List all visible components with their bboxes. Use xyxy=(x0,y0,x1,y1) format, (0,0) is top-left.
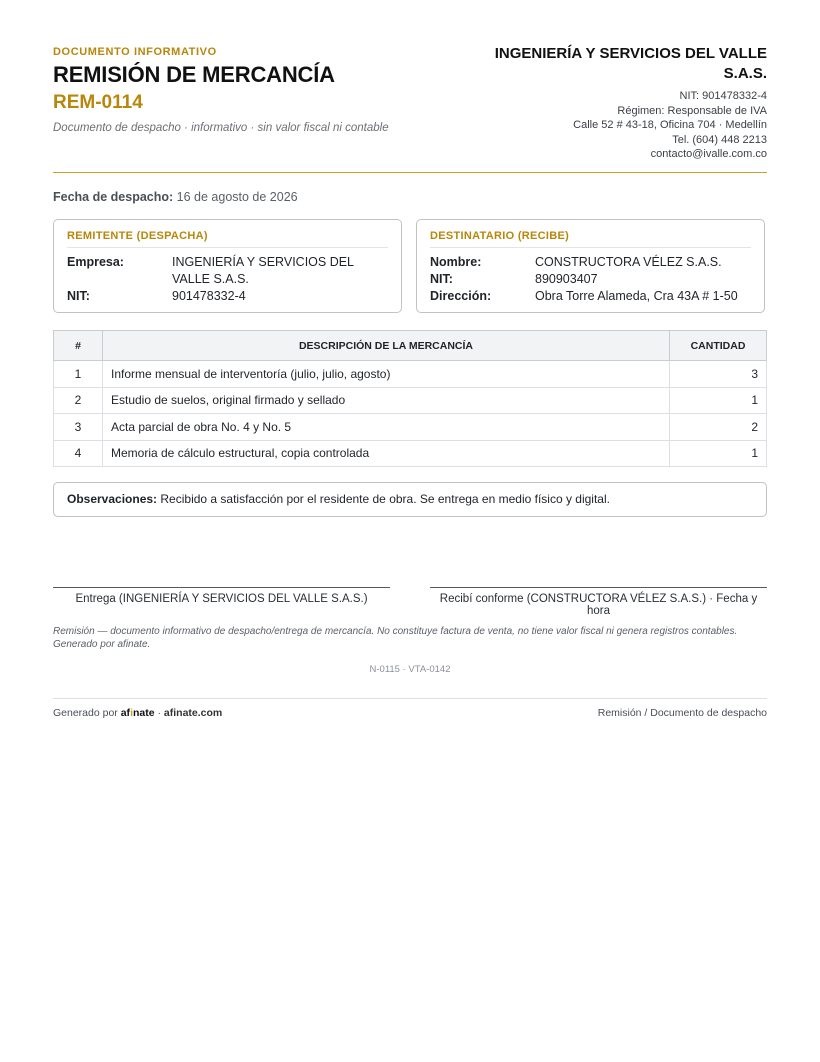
observations-box xyxy=(53,482,767,517)
table-header-row xyxy=(54,331,767,361)
recipient-nit-value: 890903407 xyxy=(535,272,598,286)
row-number: 2 xyxy=(54,387,103,414)
legal-disclaimer: Remisión — documento informativo de despacho/entrega de mercancía. No constituye factura de venta, no tiene valor fiscal ni genera registros contables. Generado por afinate. xyxy=(53,626,738,650)
row-number: 1 xyxy=(54,361,103,388)
signature-received: Recibí conforme (CONSTRUCTORA VÉLEZ S.A.S.) · Fecha y hora xyxy=(430,587,767,617)
dispatch-date xyxy=(53,190,298,204)
recipient-title: DESTINATARIO (RECIBE) xyxy=(430,230,751,248)
column-header-quantity: CANTIDAD xyxy=(670,331,767,361)
company-email: contacto@ivalle.com.co xyxy=(650,148,767,161)
company-phone: Tel. (604) 448 2213 xyxy=(672,133,767,146)
row-number: 3 xyxy=(54,414,103,441)
document-type-label: DOCUMENTO INFORMATIVO xyxy=(53,46,217,58)
company-name-line1: INGENIERÍA Y SERVICIOS DEL VALLE xyxy=(494,45,767,62)
row-quantity: 2 xyxy=(670,414,767,441)
sender-company-label: Empresa: xyxy=(67,255,124,269)
sender-company-value: INGENIERÍA Y SERVICIOS DEL VALLE S.A.S. xyxy=(172,255,354,286)
recipient-address-label: Dirección: xyxy=(430,289,492,303)
footer-separator: · xyxy=(157,707,161,719)
footer-site-link[interactable]: afinate.com xyxy=(163,707,223,719)
document-subtitle: Documento de despacho · informativo · sin valor fiscal ni contable xyxy=(53,122,389,134)
recipient-card xyxy=(416,219,765,313)
page-footer xyxy=(53,698,767,719)
company-nit: NIT: 901478332-4 xyxy=(679,90,767,102)
company-address: Calle 52 # 43-18, Oficina 704 · Medellín xyxy=(573,119,767,132)
document-title: REMISIÓN DE MERCANCÍA xyxy=(53,62,335,87)
company-regimen: Régimen: Responsable de IVA xyxy=(617,104,767,117)
row-description: Memoria de cálculo estructural, copia controlada xyxy=(103,440,670,467)
dispatch-date-label: Fecha de despacho: xyxy=(53,190,174,204)
column-header-number: # xyxy=(54,331,103,361)
reference-codes: N-0115 · VTA-0142 xyxy=(369,664,451,675)
table-row xyxy=(54,414,767,441)
sender-nit-label: NIT: xyxy=(67,289,90,303)
row-number: 4 xyxy=(54,440,103,467)
row-quantity: 1 xyxy=(670,440,767,467)
sender-title: REMITENTE (DESPACHA) xyxy=(67,230,388,248)
recipient-name-value: CONSTRUCTORA VÉLEZ S.A.S. xyxy=(535,255,722,269)
sender-card xyxy=(53,219,402,313)
footer-generated-by: Generado por xyxy=(53,707,118,719)
afinate-logo: afinate xyxy=(120,707,155,719)
recipient-address-value: Obra Torre Alameda, Cra 43A # 1-50 xyxy=(535,289,738,303)
document-page xyxy=(53,44,767,719)
table-row xyxy=(54,361,767,388)
row-description: Acta parcial de obra No. 4 y No. 5 xyxy=(103,414,670,441)
signature-delivery: Entrega (INGENIERÍA Y SERVICIOS DEL VALLE S.A.S.) xyxy=(53,587,390,605)
table-row xyxy=(54,387,767,414)
sender-nit-value: 901478332-4 xyxy=(172,289,246,303)
document-header xyxy=(53,44,767,173)
company-name-line2: S.A.S. xyxy=(723,65,767,82)
footer-document-type: Remisión / Documento de despacho xyxy=(597,707,767,719)
merchandise-table xyxy=(53,330,767,467)
row-quantity: 1 xyxy=(670,387,767,414)
observations-text: Recibido a satisfacción por el residente de obra. Se entrega en medio físico y digital. xyxy=(160,492,610,506)
column-header-description: DESCRIPCIÓN DE LA MERCANCÍA xyxy=(103,331,670,361)
document-number: REM-0114 xyxy=(53,92,143,113)
row-description: Estudio de suelos, original firmado y sellado xyxy=(103,387,670,414)
recipient-name-label: Nombre: xyxy=(430,255,482,269)
company-name xyxy=(467,44,767,84)
table-row xyxy=(54,440,767,467)
row-quantity: 3 xyxy=(670,361,767,388)
observations-label: Observaciones: xyxy=(67,492,158,506)
recipient-nit-label: NIT: xyxy=(430,272,453,286)
company-info xyxy=(467,44,767,162)
dispatch-date-value: 16 de agosto de 2026 xyxy=(176,190,298,204)
row-description: Informe mensual de interventoría (julio, julio, agosto) xyxy=(103,361,670,388)
